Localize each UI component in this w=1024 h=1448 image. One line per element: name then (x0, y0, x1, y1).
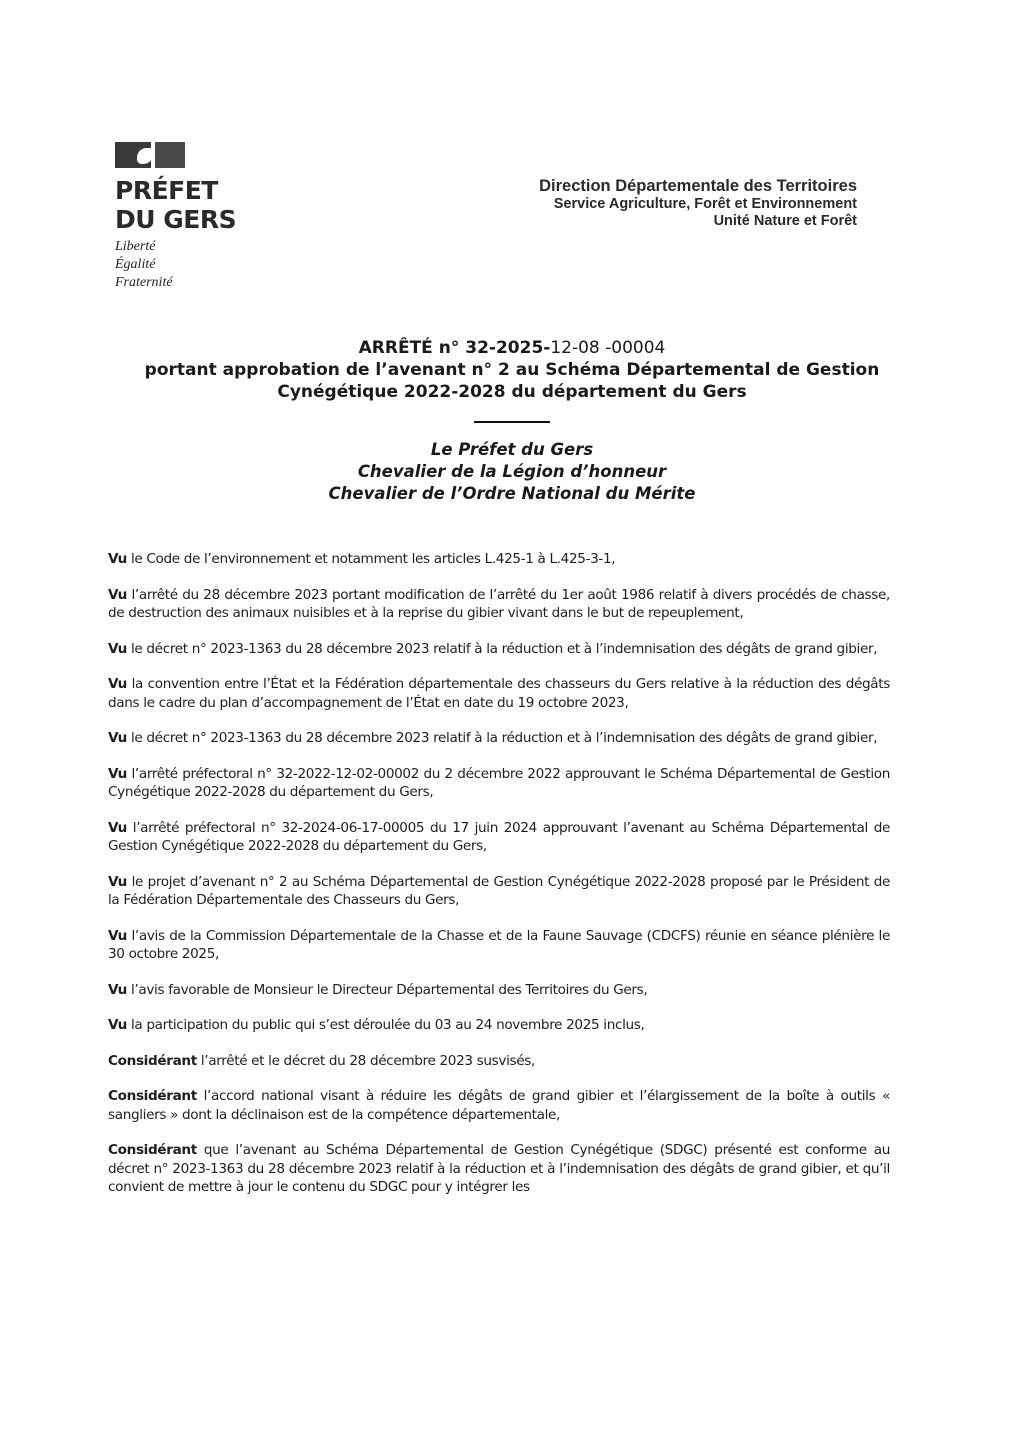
paragraph-lead: Vu (108, 1017, 128, 1033)
unit-name: Unité Nature et Forêt (713, 213, 857, 229)
prefecture-logo-block (115, 142, 236, 292)
decree-number-prefix: ARRÊTÉ n° 32-2025- (358, 338, 551, 358)
preamble-paragraph (108, 873, 890, 910)
preamble-paragraph (108, 586, 890, 623)
paragraph-text: que l’avenant au Schéma Départemental de Gestion Cynégétique (SDGC) présenté est conforme au décret n° 2023-1363 du 28 décembre 2023 relatif à la réduction et à l’indemnisation des dégâts de grand gibier, et qu’il convient de mettre à jour le contenu du SDGC pour y intégrer les (108, 1142, 890, 1195)
paragraph-lead: Considérant (108, 1142, 197, 1158)
paragraph-lead: Vu (108, 640, 128, 657)
decree-number-suffix: 12-08 -00004 (550, 338, 666, 358)
title-separator (474, 421, 550, 423)
prefecture-name (115, 176, 236, 234)
republic-motto (115, 238, 236, 292)
paragraph-lead: Vu (108, 765, 128, 782)
paragraph-lead: Vu (108, 927, 128, 944)
paragraph-text: le décret n° 2023-1363 du 28 décembre 2023 relatif à la réduction et à l’indemnisation des dégâts de grand gibier, (127, 730, 878, 746)
signatory-line1: Le Préfet du Gers (430, 440, 594, 459)
paragraph-lead: Vu (108, 551, 128, 567)
paragraph-text: l’arrêté préfectoral n° 32-2024-06-17-00005 du 17 juin 2024 approuvant l’avenant au Schéma Départemental de Gestion Cynégétique 2022-2028 du département du Gers, (108, 819, 890, 854)
paragraph-text: l’arrêté du 28 décembre 2023 portant modification de l’arrêté du 1er août 1986 relatif à divers procédés de chasse, de destruction des animaux nuisibles et à la reprise du gibier vivant dans le but de repeuplement, (108, 586, 890, 621)
preamble-paragraph (108, 819, 890, 856)
paragraph-lead: Vu (108, 730, 128, 746)
paragraph-text: le décret n° 2023-1363 du 28 décembre 2023 relatif à la réduction et à l’indemnisation des dégâts de grand gibier, (127, 640, 878, 657)
paragraph-text: l’arrêté et le décret du 28 décembre 2023 susvisés, (196, 1052, 535, 1069)
paragraph-text: l’avis de la Commission Départementale de la Chasse et de la Faune Sauvage (CDCFS) réunie en séance plénière le 30 octobre 2025, (108, 927, 890, 962)
paragraph-lead: Vu (108, 586, 128, 603)
service-name: Service Agriculture, Forêt et Environnement (553, 196, 857, 212)
paragraph-lead: Vu (108, 819, 128, 836)
preamble-body (108, 550, 890, 1214)
signatory-line3: Chevalier de l’Ordre National du Mérite (328, 484, 696, 503)
paragraph-lead: Vu (108, 981, 128, 998)
decree-subject-line1: portant approbation de l’avenant n° 2 au Schéma Départemental de Gestion (144, 360, 880, 380)
issuing-service-block (539, 176, 857, 230)
marianne-logo-right (155, 142, 185, 168)
preamble-paragraph (108, 1087, 890, 1124)
decree-subject-line2: Cynégétique 2022-2028 du département du Gers (277, 382, 747, 402)
decree-number (0, 337, 1024, 359)
marianne-logo-left (115, 142, 151, 168)
paragraph-lead: Considérant (108, 1088, 197, 1104)
paragraph-text: l’avis favorable de Monsieur le Directeur Départemental des Territoires du Gers, (127, 981, 648, 998)
signatory-titles (0, 439, 1024, 505)
signatory-line2: Chevalier de la Légion d’honneur (357, 462, 667, 481)
preamble-paragraph (108, 927, 890, 964)
motto-fraternite: Fraternité (115, 275, 173, 290)
prefecture-name-line2: DU GERS (115, 205, 237, 234)
paragraph-lead: Considérant (108, 1052, 197, 1069)
paragraph-text: la participation du public qui s’est déroulée du 03 au 24 novembre 2025 inclus, (127, 1017, 645, 1033)
motto-egalite: Égalité (115, 257, 156, 272)
paragraph-text: l’accord national visant à réduire les dégâts de grand gibier et l’élargissement de la boîte à outils « sangliers » dont la déclinaison est de la compétence départementale, (108, 1088, 890, 1123)
paragraph-text: l’arrêté préfectoral n° 32-2022-12-02-00002 du 2 décembre 2022 approuvant le Schéma Départemental de Gestion Cynégétique 2022-2028 du département du Gers, (108, 765, 890, 800)
paragraph-text: le projet d’avenant n° 2 au Schéma Départemental de Gestion Cynégétique 2022-2028 proposé par le Président de la Fédération Départementale des Chasseurs du Gers, (108, 873, 890, 908)
paragraph-text: la convention entre l’État et la Fédération départementale des chasseurs du Gers relative à la réduction des dégâts dans le cadre du plan d’accompagnement de l’État en date du 19 octobre 2023, (108, 676, 890, 711)
motto-liberte: Liberté (115, 239, 156, 254)
preamble-paragraph (108, 640, 890, 659)
preamble-paragraph (108, 1016, 890, 1035)
decree-title-block (0, 337, 1024, 505)
paragraph-text: le Code de l’environnement et notamment les articles L.425-1 à L.425-3-1, (127, 551, 616, 567)
prefecture-name-line1: PRÉFET (115, 176, 218, 205)
preamble-paragraph (108, 550, 890, 569)
direction-name: Direction Départementale des Territoires (539, 177, 857, 195)
paragraph-lead: Vu (108, 873, 128, 890)
marianne-logo-icon (115, 142, 187, 168)
paragraph-lead: Vu (108, 676, 128, 692)
preamble-paragraph (108, 729, 890, 748)
preamble-paragraph (108, 981, 890, 1000)
preamble-paragraph (108, 1052, 890, 1071)
preamble-paragraph (108, 1141, 890, 1197)
preamble-paragraph (108, 765, 890, 802)
preamble-paragraph (108, 675, 890, 712)
